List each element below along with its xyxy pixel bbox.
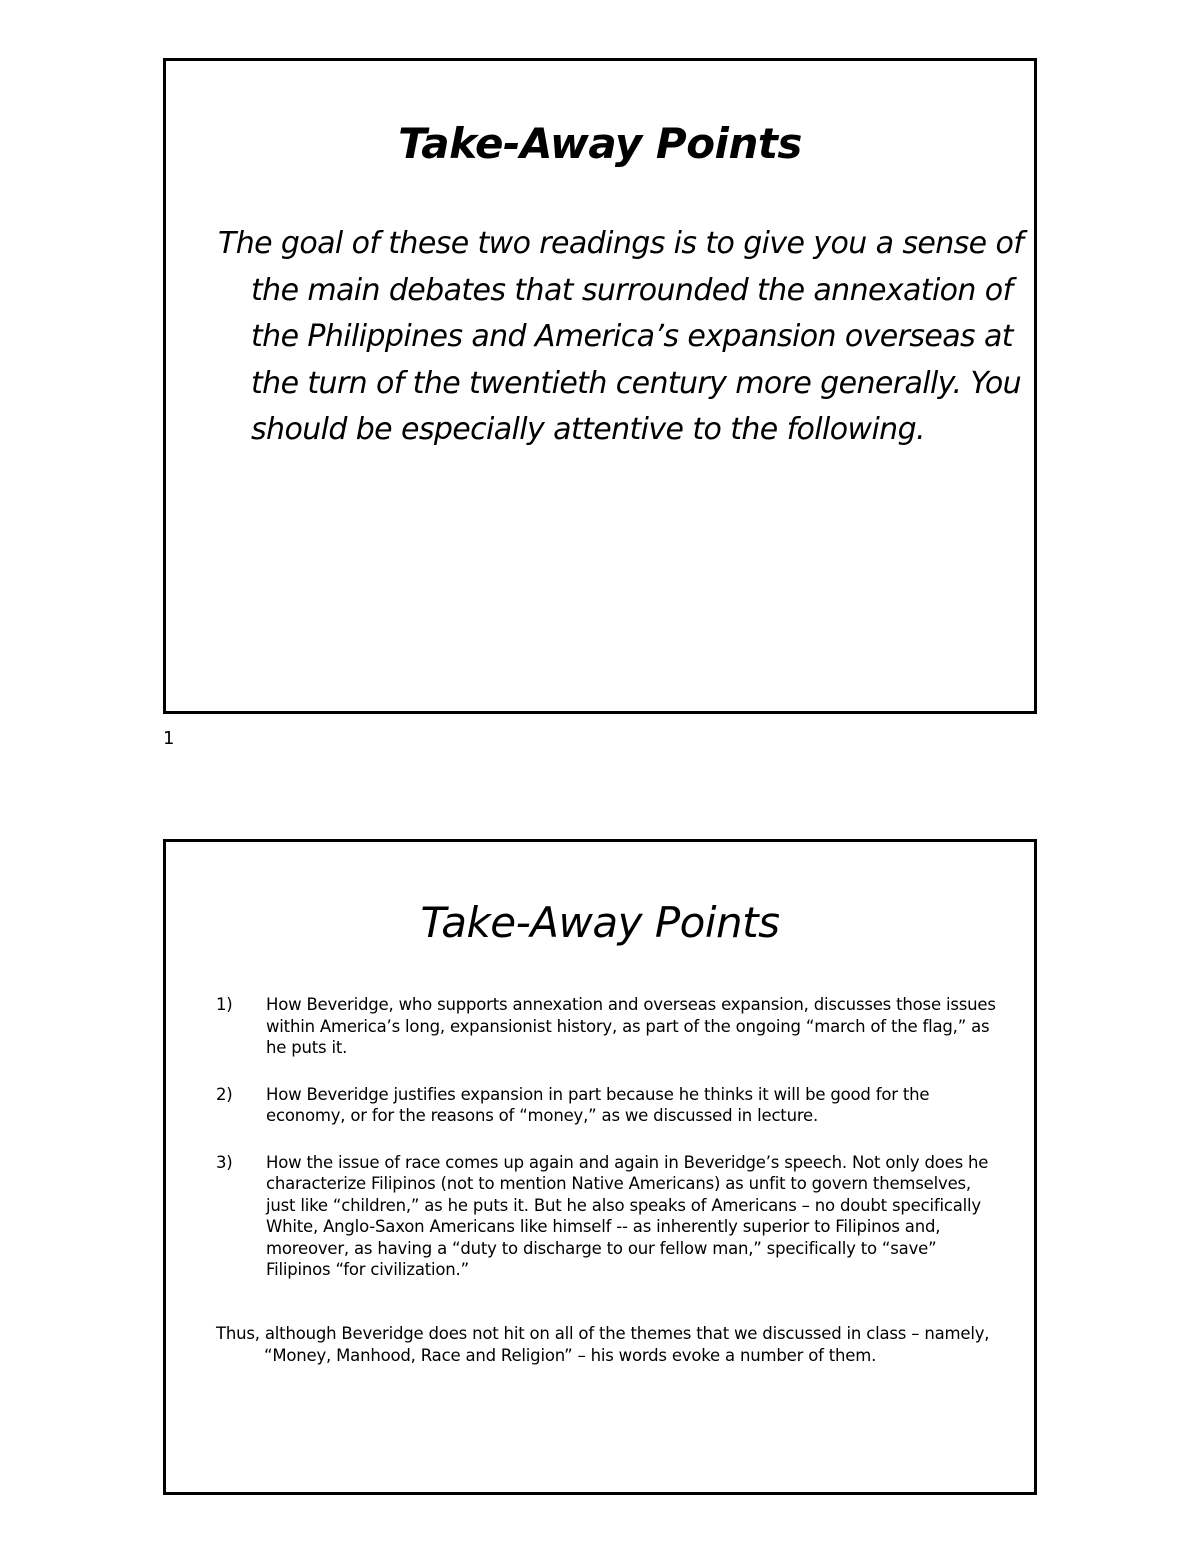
slide-2 — [163, 839, 1037, 1495]
list-item-number: 3) — [216, 1152, 233, 1172]
take-away-points-list — [216, 994, 996, 1306]
slide-1-body-text: The goal of these two readings is to give you a sense of the main debates that surrounded the annexation of the Philippines and America’s expansion overseas at the turn of the twentieth century more generally. You should be especially attentive to the following. — [218, 226, 1024, 447]
list-item — [216, 1084, 996, 1127]
slide-2-title: Take-Away Points — [420, 898, 780, 947]
list-item-number: 1) — [216, 995, 233, 1014]
slide-1-title: Take-Away Points — [398, 119, 802, 168]
list-item-number: 2) — [216, 1084, 233, 1104]
list-item-text: How the issue of race comes up again and again in Beveridge’s speech. Not only does he characterize Filipinos (not to mention Native Americans) as unfit to govern themselves, just like “children,” as he puts it. But he also speaks of Americans – no doubt specifically White, Anglo-Saxon Americans like himself -- as inherently superior to Filipinos and, moreover, as having a “duty to discharge to our fellow man,” specifically to “save” Filipinos “for civilization.” — [266, 1152, 989, 1279]
slide-1 — [163, 58, 1037, 714]
page-number: 1 — [163, 728, 175, 749]
list-item — [216, 994, 996, 1059]
slide-2-closing-text: Thus, although Beveridge does not hit on all of the themes that we discussed in class – namely, “Money, Manhood, Race and Religion” – his words evoke a number of them. — [216, 1324, 990, 1365]
list-item-text: How Beveridge justifies expansion in part because he thinks it will be good for the economy, or for the reasons of “money,” as we discussed in lecture. — [266, 1084, 930, 1125]
list-item-text: How Beveridge, who supports annexation and overseas expansion, discusses those issues within America’s long, expansionist history, as part of the ongoing “march of the flag,” as he puts it. — [266, 995, 996, 1057]
list-item — [216, 1152, 996, 1281]
